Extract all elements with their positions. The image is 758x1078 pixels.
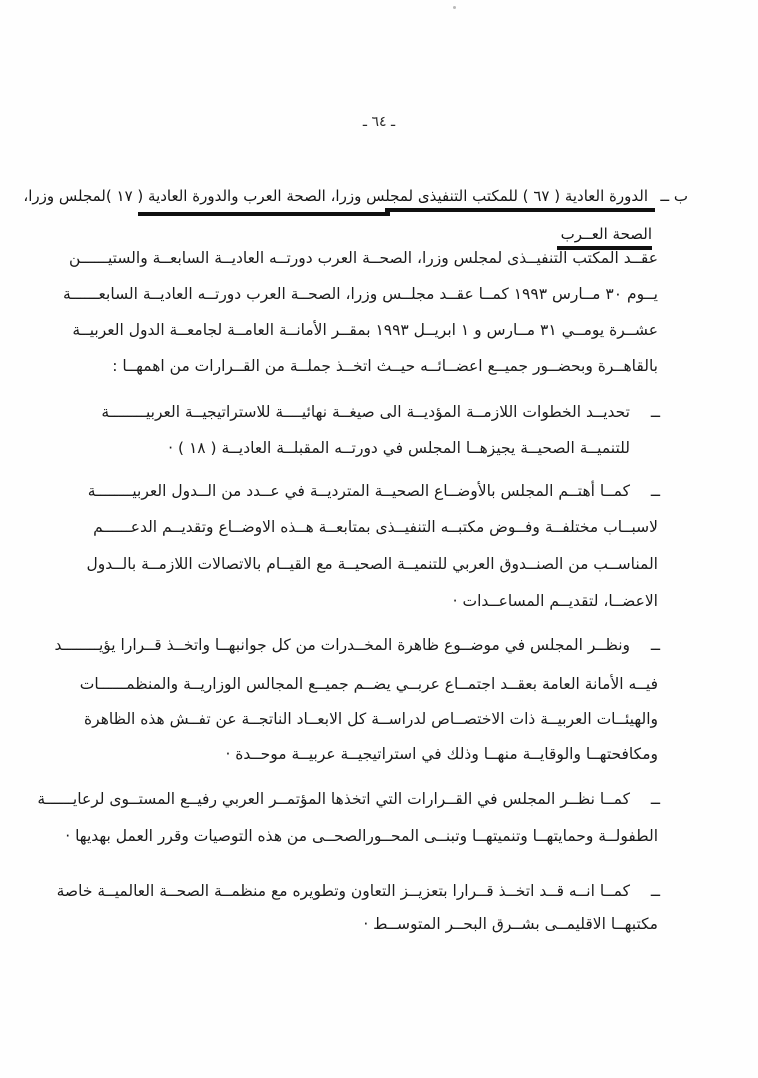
intro-line: بالقاهــرة وبحضــور جميــع اعضــائــه حيــث اتخــذ جملــة من القــرارات من اهمهــا : (112, 357, 658, 375)
bullet-dash-icon: ــ (650, 482, 660, 500)
scan-speck (453, 6, 456, 9)
intro-line: عقــد المكتب التنفيــذى لمجلس وزرا، الصحــة العرب دورتــه العاديــة السابعــة والستيــــــن (68, 249, 658, 267)
bullet-line: فيــه الأمانة العامة بعقــد اجتمــاع عربــي يضــم جميــع المجالس الوزاريــة والمنظمــــــات (79, 675, 658, 693)
bullet-line: لاسبــاب مختلفــة وفــوض مكتبــه التنفيــذى بمتابعــة هــذه الاوضــاع وتقديــم الدعــــــم (93, 518, 658, 536)
intro-line: عشــرة يومــي ٣١ مــارس و ١ ابريــل ١٩٩٣ بمقــر الأمانــة العامــة لجامعــة الدول العربيــة (72, 321, 658, 339)
bullet-line: كمــا أهتــم المجلس بالأوضــاع الصحيــة المترديــة في عــدد من الــدول العربيــــــــة (87, 482, 630, 500)
bullet-line: والهيئــات العربيــة ذات الاختصــاص لدراســة كل الابعــاد الناتجــة عن تفــش هذه الظاهرة (84, 710, 658, 728)
bullet-line: ونظــر المجلس في موضــوع ظاهرة المخــدرات من كل جوانبهــا واتخــذ قــرارا يؤيــــــــد (54, 636, 630, 654)
page-number: ـ ٦٤ ـ (362, 114, 396, 130)
section-marker: ب ــ (660, 187, 688, 205)
bullet-dash-icon: ــ (650, 403, 660, 421)
bullet-line: تحديــد الخطوات اللازمــة المؤديــة الى صيغــة نهائيــــة للاستراتيجيــة العربيــــــــة (101, 403, 630, 421)
heading-underline-right (385, 208, 655, 212)
bullet-dash-icon: ــ (650, 790, 660, 808)
bullet-line: الطفولــة وحمايتهــا وتنميتهــا وتبنــى المحــورالصحــى من هذه التوصيات وقرر العمل بهديها · (65, 827, 658, 845)
bullet-line: مكتبهــا الاقليمــى بشــرق البحــر المتوســط · (363, 915, 658, 933)
heading-underline-left (138, 212, 390, 216)
bullet-line: المناســب من الصنــدوق العربي للتنميــة الصحيــة مع القيــام بالاتصالات اللازمــة بالــدول (86, 555, 658, 573)
bullet-line: الاعضــا، لتقديــم المساعــدات · (452, 592, 658, 610)
heading-line-2: الصحة العــرب (560, 225, 652, 243)
bullet-line: كمــا نظــر المجلس في القــرارات التي اتخذها المؤتمــر العربي رفيــع المستــوى لرعايــــــة (37, 790, 630, 808)
bullet-dash-icon: ــ (650, 882, 660, 900)
bullet-line: للتنميــة الصحيــة يجيزهــا المجلس في دورتــه المقبلــة العاديــة ( ١٨ ) · (168, 439, 630, 457)
bullet-line: كمــا انــه قــد اتخــذ قــرارا بتعزيــز التعاون وتطويره مع منظمــة الصحــة العالميــة خاصة (56, 882, 630, 900)
bullet-line: ومكافحتهــا والوقايــة منهــا وذلك في استراتيجيــة عربيــة موحــدة · (225, 745, 658, 763)
intro-line: يــوم ٣٠ مــارس ١٩٩٣ كمــا عقــد مجلــس وزرا، الصحــة العرب دورتــه العاديــة السابعــــــة (63, 285, 658, 303)
bullet-dash-icon: ــ (650, 636, 660, 654)
heading-line-1: الدورة العادية ( ٦٧ ) للمكتب التنفيذى لمجلس وزرا، الصحة العرب والدورة العادية ( ١٧ )لمجلس وزرا، (23, 187, 648, 205)
